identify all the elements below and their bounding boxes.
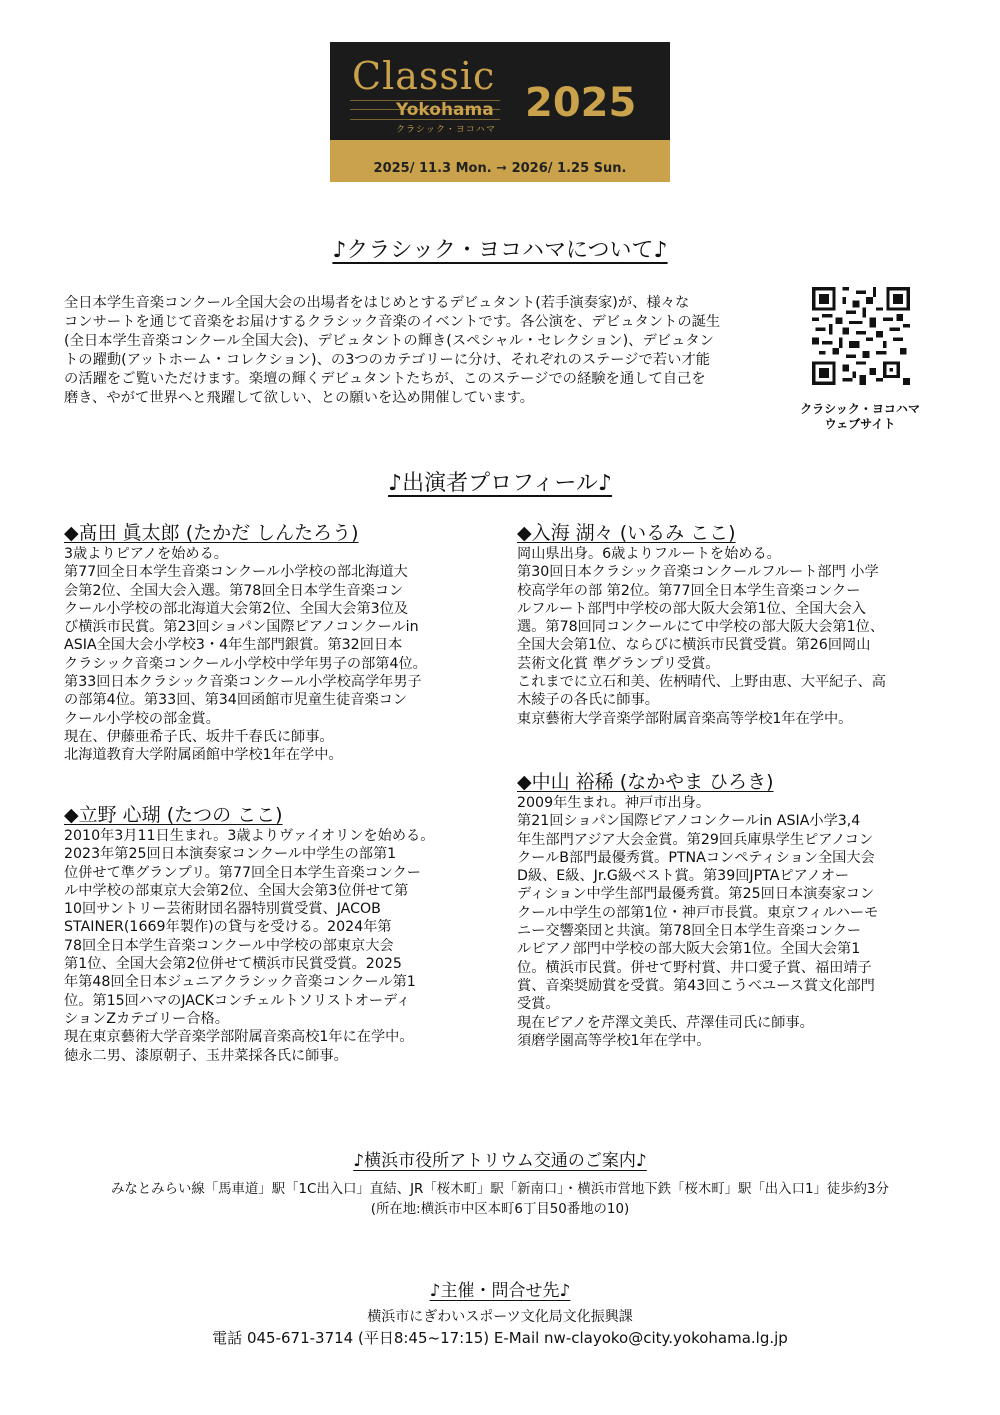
about-line: の活躍をご覧いただけます。楽壇の輝くデビュタントたちが、このステージでの経験を通して自己を xyxy=(64,371,706,387)
about-line: 全日本学生音楽コンクール全国大会の出場者をはじめとするデビュタント(若手演奏家)が、様々な xyxy=(64,295,690,311)
profile-body: 2009年生まれ。神戸市出身。 第21回ショパン国際ピアノコンクールin ASIA小学3,4 年生部門アジア大会金賞。第29回兵庫県学生ピアノコン クールB部門最優秀賞。PTNAコンペティション全国大会 D級、E級、Jr.G級ベスト賞。第39回JPTAピアノオー ディション中学生部門最優秀賞。第25回日本演奏家コン クール中学生の部第1位・神戸市長賞。東京フィルハーモ ニー交響楽団と共演。第78回全日本学生音楽コンクー ルピアノ部門中学校の部大阪大会第1位。全国大会第1 位。横浜市民賞。併せて野村賞、井口愛子賞、福田靖子 賞、音楽奨励賞を受賞。第43回こうべユース賞文化部門 受賞。 現在ピアノを芹澤文美氏、芹澤佳司氏に師事。 須磨学園高等学校1年在学中。 xyxy=(517,795,879,1049)
profile-name: ◆入海 湖々 (いるみ ここ) xyxy=(517,522,736,544)
logo-wordmark: Classic xyxy=(352,54,496,98)
profile-name: ◆立野 心瑚 (たつの ここ) xyxy=(64,804,283,826)
about-line: 磨き、やがて世界へと飛躍して欲しい、との願いを込め開催しています。 xyxy=(64,390,535,406)
profiles-heading: ♪出演者プロフィール♪ xyxy=(388,471,612,496)
about-heading: ♪クラシック・ヨコハマについて♪ xyxy=(332,238,668,263)
about-text xyxy=(64,294,804,408)
logo-city: Yokohama xyxy=(396,100,494,120)
contact-heading: ♪主催・問合せ先♪ xyxy=(429,1281,571,1301)
contact-organization: 横浜市にぎわいスポーツ文化局文化振興課 xyxy=(367,1309,633,1325)
qr-code[interactable] xyxy=(812,287,910,385)
qr-caption: クラシック・ヨコハマ ウェブサイト xyxy=(800,402,920,431)
logo-year: 2025 xyxy=(525,80,637,126)
profile-body: 3歳よりピアノを始める。 第77回全日本学生音楽コンクール小学校の部北海道大 会第2位、全国大会入選。第78回全日本学生音楽コン クール小学校の部北海道大会第2位、全国大会第3位及 び横浜市民賞。第23回ショパン国際ピアノコンクールin ASIA全国大会小学校3・4年生部門銀賞。第32回日本 クラシック音楽コンクール小学校中学年男子の部第4位。 第33回日本クラシック音楽コンクール小学校高学年男子 の部第4位。第33回、第34回函館市児童生徒音楽コン クール小学校の部金賞。 現在、伊藤亜希子氏、坂井千春氏に師事。 北海道教育大学附属函館中学校1年在学中。 xyxy=(64,546,427,764)
profile-body: 2010年3月11日生まれ。3歳よりヴァイオリンを始める。 2023年第25回日本演奏家コンクール中学生の部第1 位併せて準グランプリ。第77回全日本学生音楽コンクー ル中学校の部東京大会第2位、全国大会第3位併せて第 10回サントリー芸術財団名器特別賞受賞、JACOB STAINER(1669年製作)の貸与を受ける。2024年第 78回全日本学生音楽コンクール中学校の部東京大会 第1位、全国大会第2位併せて横浜市民賞受賞。2025 年第48回全日本ジュニアクラシック音楽コンクール第1 位。第15回ハマのJACKコンチェルトソリストオーディ ションZカテゴリー合格。 現在東京藝術大学音楽学部附属音楽高校1年に在学中。 徳永二男、漆原朝子、玉井菜採各氏に師事。 xyxy=(64,828,435,1064)
profile-nakayama xyxy=(517,770,947,1050)
about-line: トの躍動(アットホーム・コレクション)、の3つのカテゴリーに分け、それぞれのステージで若い才能 xyxy=(64,352,711,368)
access-directions: みなとみらい線「馬車道」駅「1C出入口」直結、JR「桜木町」駅「新南口」・横浜市営地下鉄「桜木町」駅「出入口1」徒歩約3分 xyxy=(111,1182,889,1197)
contact-phone-email[interactable]: 電話 045-671-3714 (平日8:45~17:15) E-Mail nw-clayoko@city.yokohama.lg.jp xyxy=(212,1329,788,1347)
about-line: (全日本学生音楽コンクール全国大会)、デビュタントの輝き(スペシャル・セレクション)、デビュタン xyxy=(64,333,714,349)
access-address: (所在地:横浜市中区本町6丁目50番地の10) xyxy=(370,1202,630,1217)
logo-kana: クラシック・ヨコハマ xyxy=(396,125,496,135)
profile-irumi xyxy=(517,521,947,728)
profile-name: ◆中山 裕稀 (なかやま ひろき) xyxy=(517,771,774,793)
event-logo xyxy=(330,42,670,182)
profile-body: 岡山県出身。6歳よりフルートを始める。 第30回日本クラシック音楽コンクールフルート部門 小学 校高学年の部 第2位。第77回全日本学生音楽コンクー ルフルート部門中学校の部大阪大会第1位、全国大会入 選。第78回同コンクールにて中学校の部大阪大会第1位、 全国大会第1位、ならびに横浜市民賞受賞。第26回岡山 芸術文化賞 準グランプリ受賞。 これまでに立石和美、佐柄晴代、上野由恵、大平紀子、高 木綾子の各氏に師事。 東京藝術大学音楽学部附属音楽高等学校1年在学中。 xyxy=(517,546,886,727)
profile-takada xyxy=(64,521,484,765)
profile-name: ◆髙田 眞太郎 (たかだ しんたろう) xyxy=(64,522,359,544)
profile-tatsuno xyxy=(64,803,494,1065)
access-heading: ♪横浜市役所アトリウム交通のご案内♪ xyxy=(353,1151,647,1171)
about-line: コンサートを通じて音楽をお届けするクラシック音楽のイベントです。各公演を、デビュタントの誕生 xyxy=(64,314,721,330)
logo-dates: 2025/ 11.3 Mon. ➞ 2026/ 1.25 Sun. xyxy=(373,161,627,176)
